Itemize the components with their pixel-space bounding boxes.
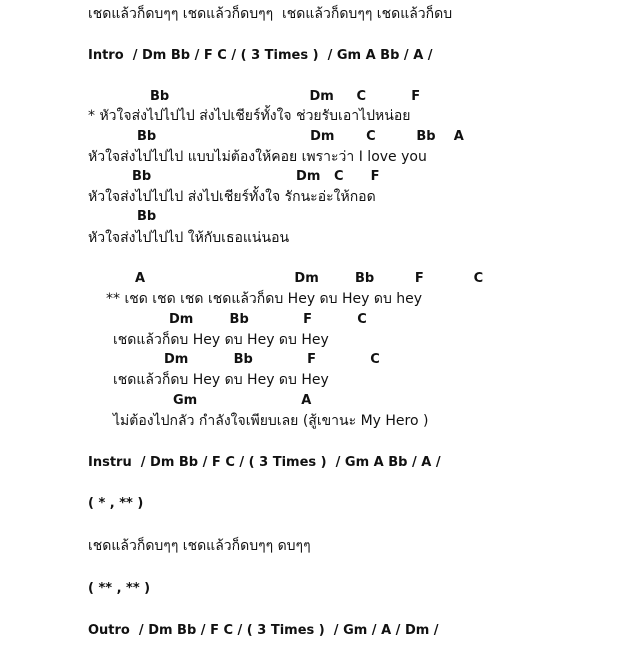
chord-line: Bb <box>137 209 157 224</box>
section-instru: Instru / Dm Bb / F C / ( 3 Times ) / Gm A Bb / A / <box>88 455 441 470</box>
chord-line: Gm A <box>173 393 312 408</box>
chord-line: A Dm Bb F C <box>135 271 484 286</box>
chord-line: Bb Dm C F <box>150 89 421 104</box>
section-outro: Outro / Dm Bb / F C / ( 3 Times ) / Gm / A / Dm / <box>88 623 439 638</box>
lyric-line-bridge: เชดแล้วก็ดบๆๆ เชดแล้วก็ดบๆๆ ดบๆๆ <box>88 538 311 554</box>
section-intro: Intro / Dm Bb / F C / ( 3 Times ) / Gm A Bb / A / <box>88 48 433 63</box>
chord-line: Bb Dm C Bb A <box>137 129 464 144</box>
lyric-line: หัวใจส่งไปไปไป ให้กับเธอแน่นอน <box>88 230 290 246</box>
chord-line: Bb Dm C F <box>132 169 380 184</box>
lyric-line-opening: เชดแล้วก็ดบๆๆ เชดแล้วก็ดบๆๆ เชดแล้วก็ดบๆๆ เชดแล้วก็ดบ <box>88 6 453 22</box>
lyric-line: หัวใจส่งไปไปไป แบบไม่ต้องให้คอย เพราะว่า I love you <box>88 149 427 165</box>
chord-line: Dm Bb F C <box>169 312 367 327</box>
lyric-line: เชดแล้วก็ดบ Hey ดบ Hey ดบ Hey <box>113 372 329 388</box>
lyric-line: * หัวใจส่งไปไปไป ส่งไปเชียร์ทั้งใจ ช่วยรับเอาไปหน่อย <box>88 108 411 124</box>
lyric-line: เชดแล้วก็ดบ Hey ดบ Hey ดบ Hey <box>113 332 329 348</box>
chord-line: Dm Bb F C <box>164 352 380 367</box>
lyric-line-chorus: ** เชด เชด เชด เชดแล้วก็ดบ Hey ดบ Hey ดบ hey <box>106 291 423 307</box>
section-repeat: ( * , ** ) <box>88 496 144 511</box>
section-repeat: ( ** , ** ) <box>88 581 151 596</box>
lyric-line: หัวใจส่งไปไปไป ส่งไปเชียร์ทั้งใจ รักนะอ่ะให้กอด <box>88 189 376 205</box>
lyric-line: ไม่ต้องไปกลัว กำลังใจเพียบเลย (สู้เขานะ My Hero ) <box>113 413 429 429</box>
